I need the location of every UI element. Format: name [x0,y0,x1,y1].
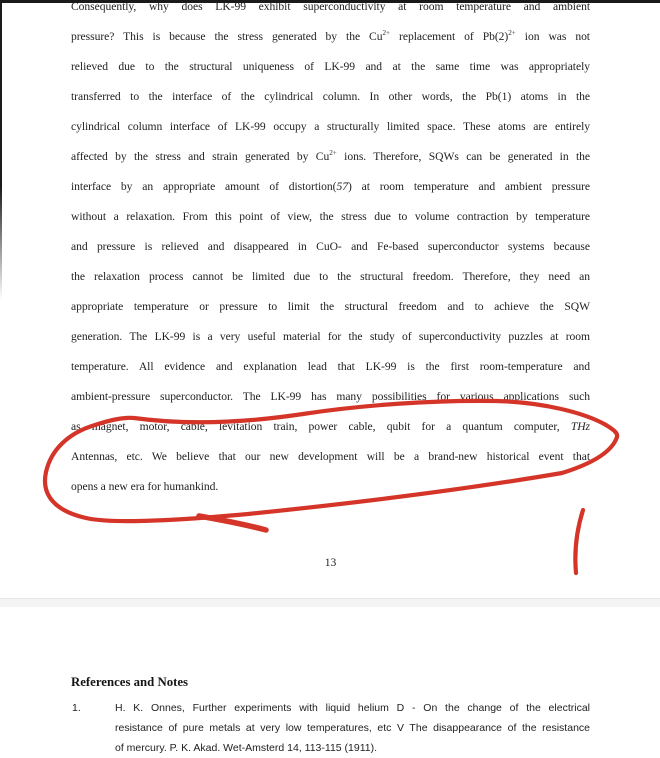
body-text [71,0,590,502]
reference-text [115,698,590,758]
body-text-line [71,202,590,232]
superscript-text: 2+ [329,149,337,158]
text-run: replacement of Pb(2) [390,30,509,43]
references-heading: References and Notes [71,675,189,689]
reference-line: H. K. Onnes, Further experiments with liquid helium D - On the change of the electrical [115,702,590,714]
superscript-text: 2+ [382,29,391,38]
body-text-line [71,82,590,112]
text-run: as magnet, motor, cable, levitation train, power cable, qubit for a quantum computer, [71,420,571,433]
text-run: relieved due to the structural uniqueness of LK-99 and at the same time was appropriately [71,60,590,73]
body-text-line [71,262,590,292]
body-text-line [71,142,590,172]
body-text-line [71,322,590,352]
text-run: Antennas, etc. We believe that our new development will be a brand-new historical event that [71,450,590,463]
text-run: Consequently, why does LK-99 exhibit superconductivity at room temperature and ambient [71,0,590,13]
text-run: the relaxation process cannot be limited due to the structural freedom. Therefore, they need an [71,270,590,283]
body-text-line [71,292,590,322]
italic-text: THz [570,420,590,433]
page-gap-divider [0,598,660,607]
text-run: generation. The LK-99 is a very useful material for the study of superconductivity puzzles at room [71,330,590,343]
reference-item [71,698,590,758]
italic-text: 57 [336,180,348,193]
text-run: ion was not [515,30,590,43]
body-text-line [71,442,590,472]
text-run: cylindrical column interface of LK-99 occupy a structurally limited space. These atoms are entirely [71,120,590,133]
body-text-line [71,382,590,412]
body-text-line [71,232,590,262]
text-run: pressure? This is because the stress generated by the Cu [71,30,383,43]
text-run: ambient-pressure superconductor. The LK-99 has many possibilities for various applications such [71,390,590,403]
page-number: 13 [324,556,337,569]
text-run: temperature. All evidence and explanation lead that LK-99 is the first room-temperature and [71,360,590,373]
text-run: affected by the stress and strain generated by Cu [71,150,330,163]
reference-line: resistance of pure metals at very low temperatures, etc V The disappearance of the resistance [115,722,590,734]
text-run: opens a new era for humankind. [71,480,219,493]
text-run: ions. Therefore, SQWs can be generated in the [336,150,590,163]
body-text-line [71,52,590,82]
references-list [71,698,590,758]
reference-number: 1. [72,702,81,714]
text-run: ) at room temperature and ambient pressure [347,180,590,193]
text-run: appropriate temperature or pressure to limit the structural freedom and to achieve the SQW [71,300,590,313]
superscript-text: 2+ [508,29,516,38]
text-run: and pressure is relieved and disappeared in CuO- and Fe-based superconductor systems because [71,240,590,253]
text-run: without a relaxation. From this point of view, the stress due to volume contraction by temperature [71,210,590,223]
text-run: interface by an appropriate amount of distortion( [71,180,337,193]
body-text-line [71,412,590,442]
body-text-line [71,172,590,202]
body-text-line [71,0,590,22]
reference-line: of mercury. P. K. Akad. Wet-Amsterd 14, 113-115 (1911). [115,742,378,754]
page-left-edge [0,0,2,300]
body-text-line [71,352,590,382]
body-text-line [71,112,590,142]
red-circle-tail-stroke [199,516,266,530]
body-text-line [71,22,590,52]
text-run: transferred to the interface of the cylindrical column. In other words, the Pb(1) atoms in the [71,90,590,103]
